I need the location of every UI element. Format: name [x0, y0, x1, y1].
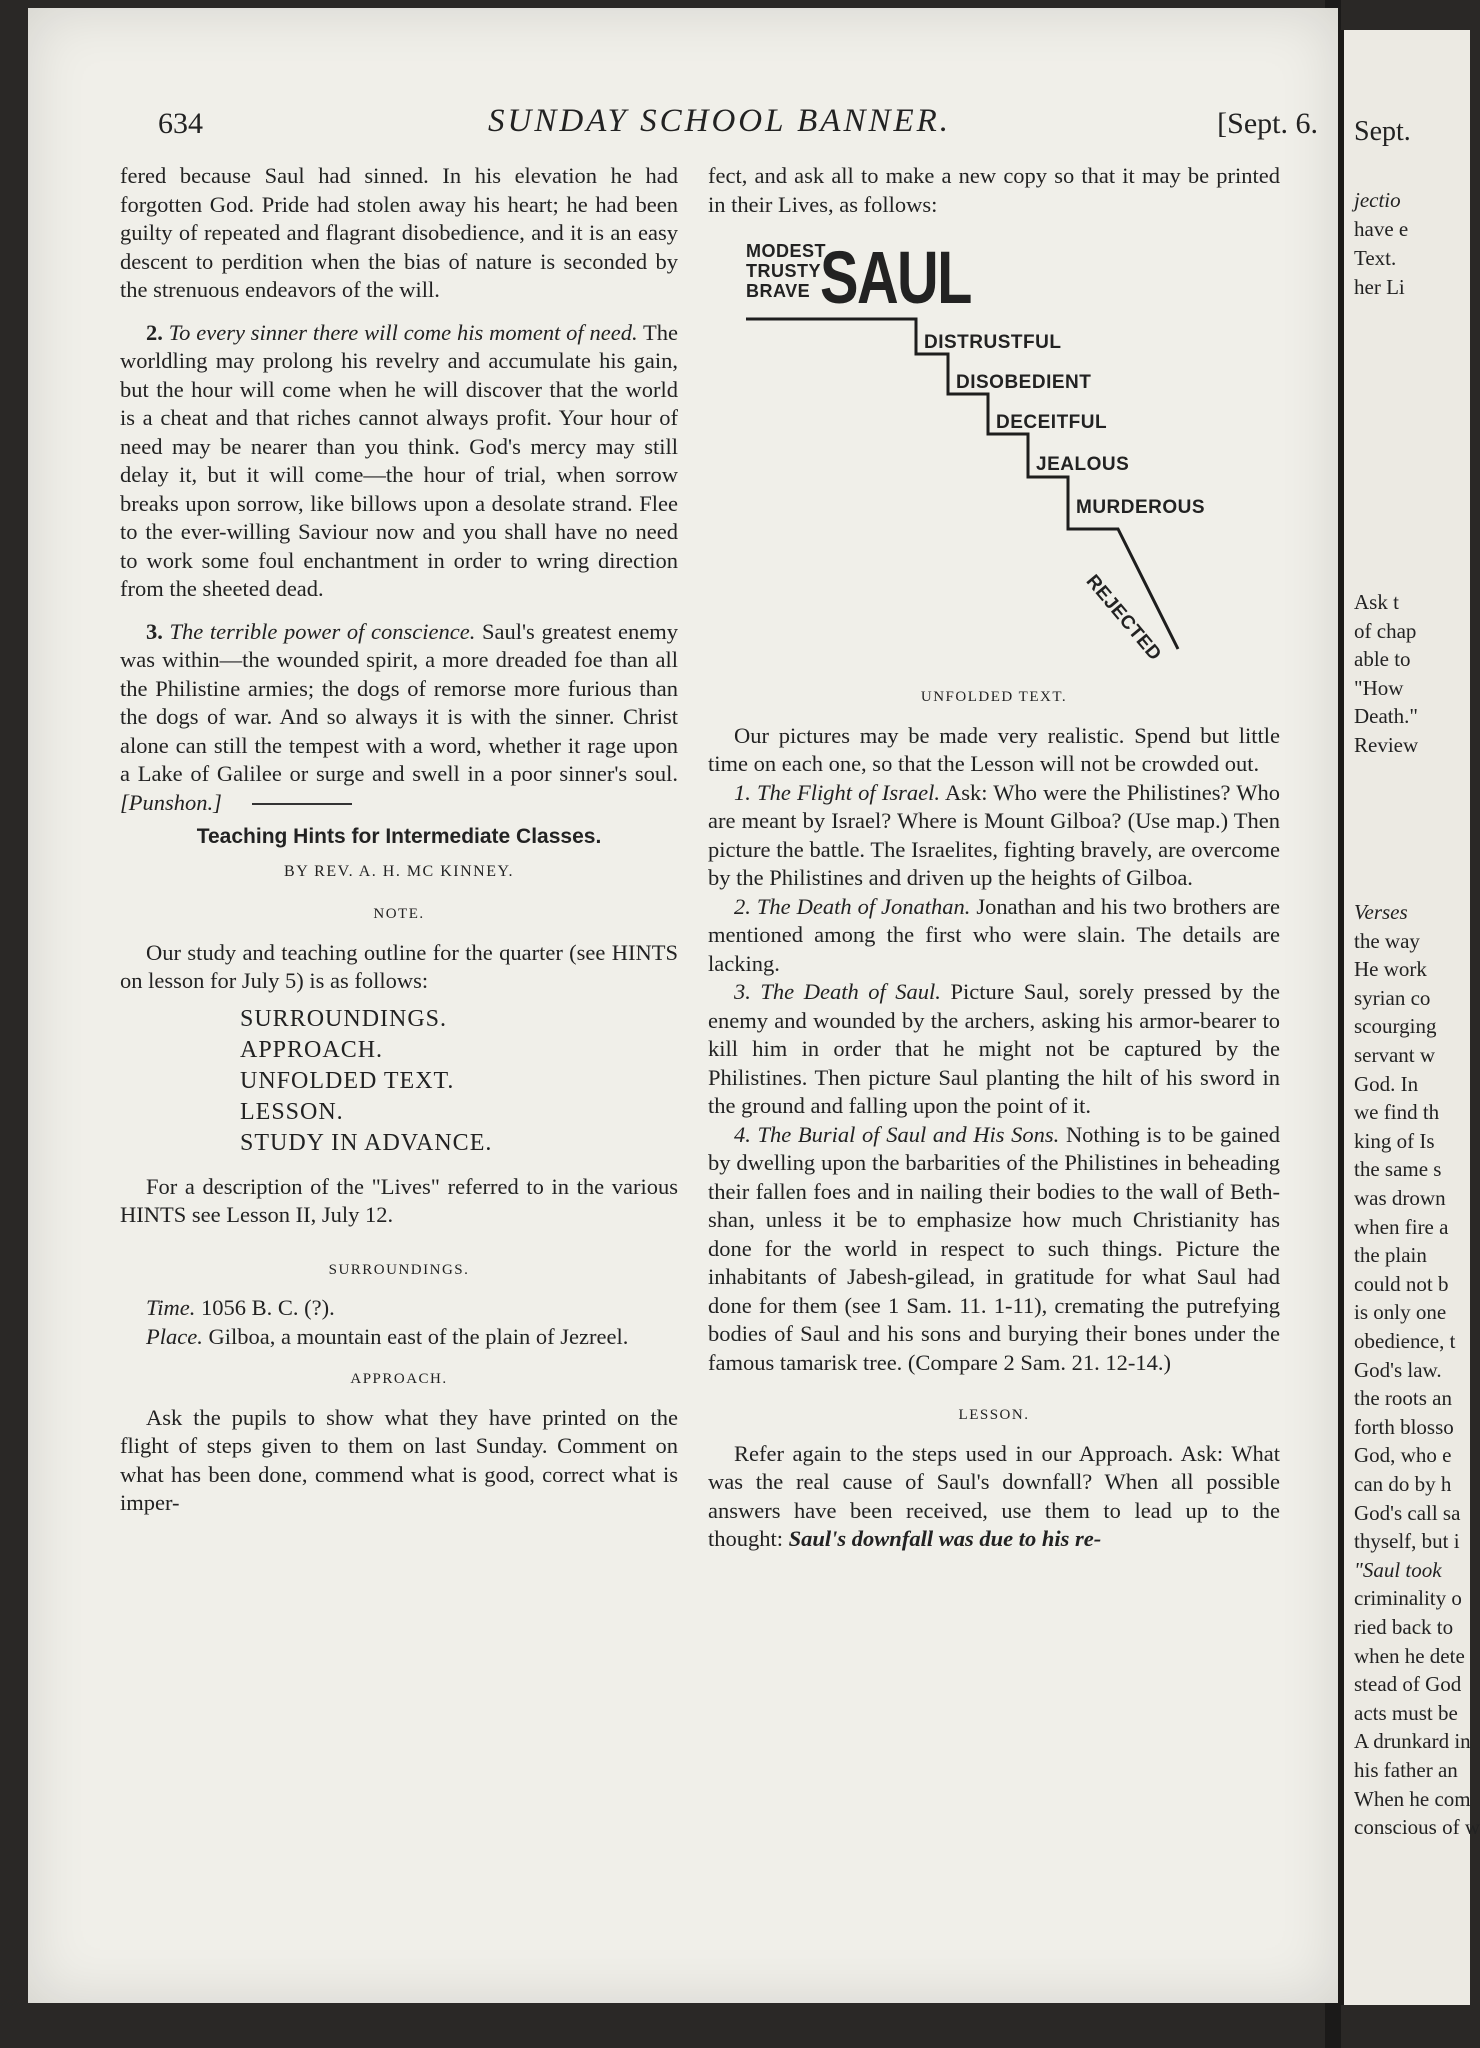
next-page-line: can do by h [1354, 1472, 1452, 1496]
point-title: The terrible power of conscience. [169, 618, 476, 644]
outline-item: APPROACH. [240, 1036, 384, 1063]
next-page-line: was drown [1354, 1186, 1446, 1210]
next-page-line: have e [1354, 217, 1409, 241]
next-page-line: thyself, but i [1354, 1529, 1460, 1554]
picture-item-1 [708, 779, 1280, 893]
next-page-line: God's call sa [1354, 1500, 1461, 1525]
step-disobedient: DISOBEDIENT [956, 372, 1092, 393]
next-page-line: Sept. [1354, 116, 1411, 147]
next-page-line: stead of God [1354, 1672, 1462, 1697]
next-page-line: Review [1354, 733, 1419, 757]
saul-name: SAUL [820, 236, 971, 319]
next-page-line: God, who e [1354, 1443, 1452, 1468]
item-body: Jonathan and his two brothers are mentioned among the first who were slain. The details are lacking. [708, 893, 1280, 976]
lives-note: For a description of the "Lives" referred to in the various HINTS see Lesson II, July 12. [120, 1173, 678, 1227]
next-page-line: scourging [1354, 1014, 1437, 1039]
next-page-line: could not b [1354, 1271, 1449, 1296]
trait-trusty: TRUSTY [746, 261, 821, 281]
next-page-line: the roots an [1354, 1386, 1452, 1411]
left-column [120, 162, 678, 1518]
trait-brave: BRAVE [746, 281, 811, 301]
unfolded-text-heading: UNFOLDED TEXT. [920, 689, 1068, 705]
page-header [158, 103, 1318, 153]
next-page-line: Death." [1354, 704, 1418, 729]
citation: [Punshon.] [120, 789, 222, 815]
lesson-heading: LESSON. [958, 1407, 1030, 1423]
next-page-line: God. In [1354, 1071, 1419, 1096]
item-body: Picture Saul, sorely pressed by the enemy and wounded by the archers, asking his armor-bearer to kill him in order that he might not be captured by the Philistines. Then picture Saul planting the hilt of his sword in the ground and falling upon the point of it. [708, 979, 1280, 1118]
point-title: To every sinner there will come his moment of need. [168, 319, 638, 345]
place-line [120, 1323, 678, 1352]
steps-diagram [708, 229, 1280, 669]
issue-date: [Sept. 6. [1217, 107, 1318, 140]
unfolded-intro: Our pictures may be made very realistic. Spend but little time on each one, so that the Lesson will not be crowded out. [708, 722, 1280, 776]
item-title: 1. The Flight of Israel. [734, 779, 940, 805]
next-page-line: Text. [1354, 246, 1397, 270]
point-number: 2. [146, 319, 163, 345]
outline-item: LESSON. [240, 1098, 344, 1125]
outline-item: UNFOLDED TEXT. [240, 1067, 455, 1094]
next-page-line: her Li [1354, 275, 1405, 299]
time-line [120, 1294, 678, 1323]
next-page-line: able to [1354, 647, 1411, 672]
next-page-line: the way [1354, 928, 1420, 953]
next-page-line: of chap [1354, 618, 1417, 643]
lesson-thought: Saul's downfall was due to his re- [788, 1526, 1102, 1551]
next-page-line: ried back to [1354, 1615, 1454, 1639]
next-page-line: "Saul took [1354, 1557, 1442, 1582]
step-jealous: JEALOUS [1036, 454, 1130, 475]
next-page-line: we find th [1354, 1100, 1440, 1125]
item-title: 2. The Death of Jonathan. [734, 893, 971, 919]
next-page-line: when fire a [1354, 1214, 1449, 1239]
section-title: Teaching Hints for Intermediate Classes. [196, 825, 602, 848]
section-rule [252, 803, 352, 805]
byline: BY REV. A. H. MC KINNEY. [284, 862, 514, 880]
item-body: Ask: Who were the Philistines? Who are meant by Israel? Where is Mount Gilboa? (Use map.) Then picture the battle. The Israelites, fighting bravely, are overcome by the Philistines and driven up the heights of Gilboa. [708, 779, 1281, 890]
lesson-text: Refer again to the steps used in our Approach. Ask: What was the real cause of Saul's downfall? When all possible answers have been received, use them to lead up to the thought: [708, 1440, 1280, 1551]
surroundings-heading: SURROUNDINGS. [328, 1261, 470, 1278]
picture-item-2 [708, 893, 1280, 979]
next-page-line: Ask t [1354, 590, 1399, 614]
next-page-line: syrian co [1354, 985, 1431, 1010]
step-deceitful: DECEITFUL [996, 412, 1108, 433]
next-page-line: the same s [1354, 1157, 1442, 1182]
next-page-line: jectio [1354, 188, 1401, 212]
point-body: The worldling may prolong his revelry and accumulate his gain, but the hour will come when he will discover that the world is a cheat and that riches cannot always profit. Your hour of need may be nearer than you think. God's mercy may still delay it, but it will come—the hour of trial, when sorrow breaks upon sorrow, like billows upon a desolate strand. Flee to the ever-willing Saviour now and you shall have no need to work some foul enchantment in order to wring direction from the sheeted dead. [120, 319, 679, 601]
approach-heading: APPROACH. [350, 1371, 448, 1387]
next-page-line: when he dete [1354, 1643, 1465, 1668]
outline-item: SURROUNDINGS. [240, 1005, 448, 1032]
running-title: SUNDAY SCHOOL BANNER. [488, 103, 952, 139]
next-page-line: "How [1354, 675, 1404, 700]
point-number: 3. [146, 618, 163, 644]
paragraph-3 [120, 618, 678, 818]
point-body: Saul's greatest enemy was within—the wounded spirit, a more dreaded foe than all the Philistine armies; the dogs of remorse more furious than the dogs of war. And so always it is with the sinner. Christ alone can still the tempest with a word, whether it rage upon a Lake of Galilee or surge and swell in a poor sinner's soul. [120, 618, 679, 786]
next-page-line: God's law. [1354, 1357, 1442, 1382]
next-page-line: A drunkard in [1354, 1729, 1471, 1754]
next-page-line: Verses [1354, 900, 1408, 924]
next-page-line: He work [1354, 957, 1427, 982]
next-page-line: criminality o [1354, 1586, 1462, 1611]
next-page-line: his father an [1354, 1758, 1458, 1782]
item-title: 4. The Burial of Saul and His Sons. [734, 1121, 1060, 1147]
next-page-line: When he com [1354, 1786, 1471, 1811]
right-column [708, 162, 1280, 1554]
next-page-line: the plain [1354, 1243, 1427, 1268]
place-value: Gilboa, a mountain east of the plain of Jezreel. [208, 1323, 629, 1349]
trait-modest: MODEST [746, 241, 827, 261]
time-value: 1056 B. C. (?). [201, 1295, 335, 1320]
picture-item-4 [708, 1121, 1280, 1378]
item-title: 3. The Death of Saul. [734, 979, 941, 1004]
teaching-outline [240, 1004, 678, 1159]
intro-text: fect, and ask all to make a new copy so that it may be printed in their Lives, as follows: [708, 163, 1280, 217]
note-body: Our study and teaching outline for the quarter (see HINTS on lesson for July 5) is as follows: [120, 939, 678, 993]
next-page-line: servant w [1354, 1043, 1436, 1067]
outline-item: STUDY IN ADVANCE. [240, 1129, 493, 1156]
step-murderous: MURDEROUS [1076, 497, 1206, 518]
step-distrustful: DISTRUSTFUL [924, 332, 1062, 353]
next-page-line: forth blosso [1354, 1414, 1454, 1439]
step-rejected: REJECTED [1081, 570, 1166, 666]
paragraph-1: fered because Saul had sinned. In his elevation he had forgotten God. Pride had stolen away his heart; he had been guilty of repeated and flagrant disobedience, and it is an easy descent to perdition when the bias of nature is seconded by the strenuous endeavors of the will. [120, 163, 678, 302]
item-body: Nothing is to be gained by dwelling upon the barbarities of the Philistines in beheading their fallen foes and in nailing their bodies to the wall of Beth-shan, unless it be to emphasize how much Christianity has done for the world in respect to such things. Picture the inhabitants of Jabesh-gilead, in gratitude for what Saul had done for them (see 1 Sam. 11. 1-11), cremating the putrefying bodies of Saul and his sons and burying their bones under the famous tamarisk tree. (Compare 2 Sam. 21. 12-14.) [708, 1121, 1280, 1375]
next-page-line: obedience, t [1354, 1329, 1456, 1353]
next-page-fragment [1338, 30, 1480, 2005]
lesson-body [708, 1440, 1280, 1554]
note-heading: NOTE. [373, 906, 425, 922]
next-page-line: king of Is [1354, 1128, 1435, 1153]
page-number: 634 [158, 107, 203, 140]
next-page-line: is only one [1354, 1300, 1447, 1325]
picture-item-3 [708, 978, 1280, 1121]
paragraph-2 [120, 319, 678, 604]
place-label: Place. [146, 1323, 203, 1349]
approach-body: Ask the pupils to show what they have printed on the flight of steps given to them on last Sunday. Comment on what has been done, commend what is good, correct what is imper- [120, 1404, 678, 1515]
time-label: Time. [146, 1295, 196, 1320]
next-page-line: acts must be [1354, 1700, 1458, 1725]
next-page-line: conscious of w [1354, 1815, 1480, 1840]
